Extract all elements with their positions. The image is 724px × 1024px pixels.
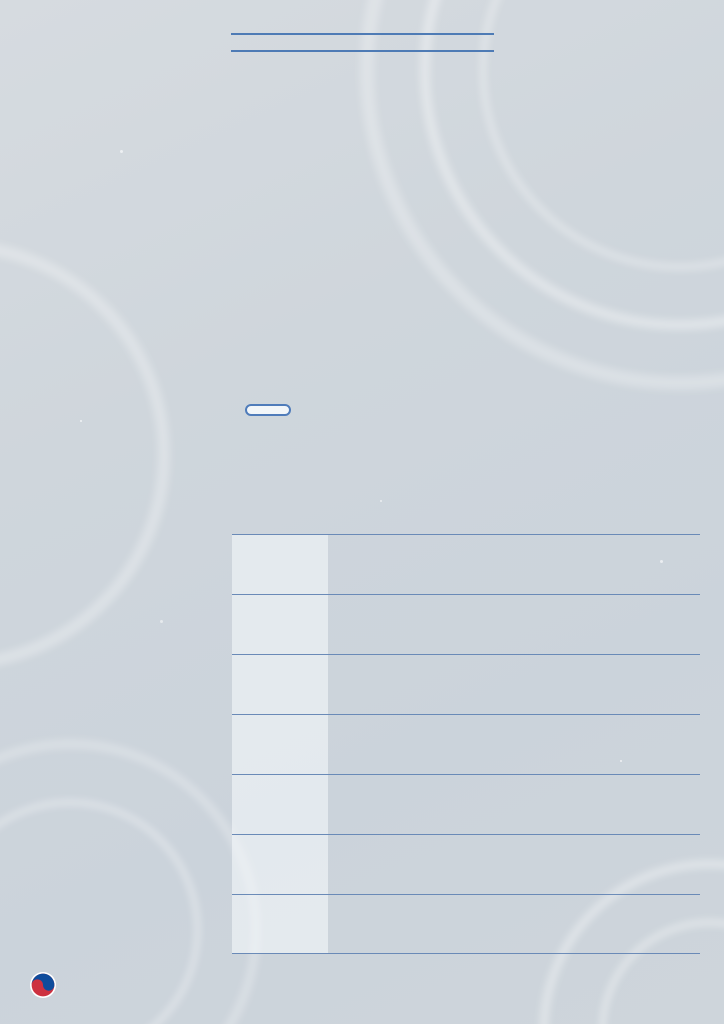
- schedule-body-cell: [328, 595, 700, 654]
- circle-decoration: [0, 240, 170, 670]
- schedule-date-cell: [232, 655, 328, 714]
- session-speaker: [347, 800, 700, 815]
- schedule-row: [232, 534, 700, 594]
- sparkle-dot: [120, 150, 123, 153]
- sparkle-dot: [380, 500, 382, 502]
- schedule-row: [232, 774, 700, 834]
- schedule-body-cell: [328, 895, 700, 953]
- schedule-date-cell: [232, 835, 328, 894]
- schedule-row: [232, 594, 700, 654]
- gov-emblem-icon: [30, 972, 56, 998]
- schedule-row: [232, 654, 700, 714]
- schedule-date-cell: [232, 535, 328, 594]
- schedule-date-cell: [232, 775, 328, 834]
- session-speaker: [347, 620, 700, 635]
- schedule-table: [232, 534, 700, 954]
- contact-line: [232, 968, 702, 986]
- network-web-decoration: [330, 15, 724, 485]
- session-speaker: [347, 560, 700, 575]
- schedule-row: [232, 714, 700, 774]
- happiness-logo-text: [32, 889, 152, 897]
- period-row: [232, 404, 291, 416]
- schedule-body-cell: [328, 535, 700, 594]
- schedule-row: [232, 894, 700, 954]
- schedule-body-cell: [328, 775, 700, 834]
- schedule-date-cell: [232, 895, 328, 953]
- tagline-box: [231, 33, 494, 52]
- circle-decoration: [480, 0, 724, 270]
- schedule-body-cell: [328, 655, 700, 714]
- schedule-date-cell: [232, 715, 328, 774]
- schedule-date-cell: [232, 595, 328, 654]
- session-speaker: [347, 919, 700, 934]
- session-speaker: [347, 680, 700, 695]
- sparkle-dot: [80, 420, 82, 422]
- org-logo: [30, 972, 64, 998]
- schedule-row: [232, 834, 700, 894]
- session-speaker: [347, 740, 700, 755]
- session-speaker: [347, 860, 700, 875]
- circle-decoration: [360, 0, 724, 390]
- schedule-body-cell: [328, 835, 700, 894]
- frequency-badge: [245, 404, 291, 416]
- schedule-body-cell: [328, 715, 700, 774]
- sparkle-dot: [160, 620, 163, 623]
